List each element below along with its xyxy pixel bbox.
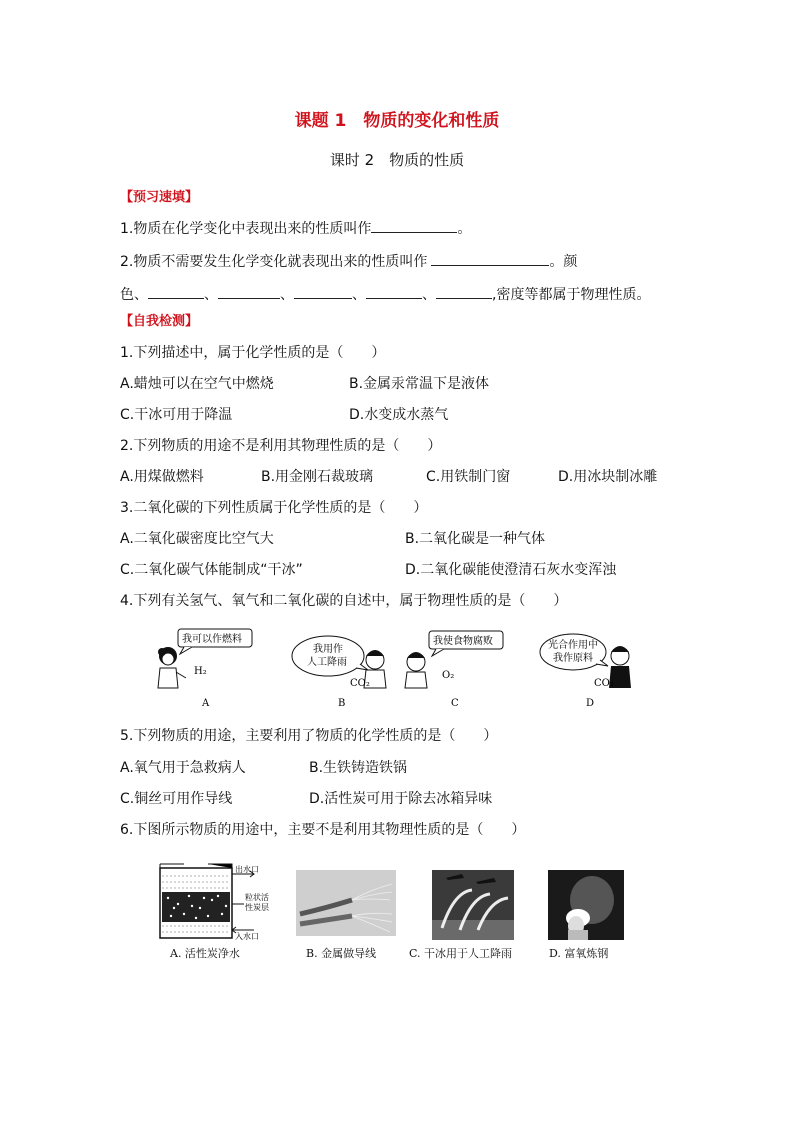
- figure-caption-c: C. 干冰用于人工降雨: [409, 947, 513, 960]
- question-5-option-c: C.铜丝可用作导线: [120, 791, 233, 807]
- question-3-option-d: D.二氧化碳能使澄清石灰水变浑浊: [405, 562, 617, 578]
- answer-blank: [148, 284, 204, 299]
- separator: 、: [422, 287, 436, 303]
- question-2-option-d: D.用冰块制冰雕: [558, 469, 658, 485]
- panel-d-bubble-line2: 我作原料: [553, 653, 593, 664]
- question-3-option-c: C.二氧化碳气体能制成“干冰”: [120, 562, 303, 578]
- question-3-option-a: A.二氧化碳密度比空气大: [120, 531, 274, 547]
- question-1-option-b: B.金属汞常温下是液体: [349, 376, 490, 392]
- answer-blank: [294, 284, 352, 299]
- question-4-figure: [150, 626, 640, 710]
- panel-c-label: C: [451, 698, 459, 709]
- panel-a-gas-label: H₂: [194, 666, 207, 677]
- question-2-option-c: C.用铁制门窗: [426, 469, 511, 485]
- preview-question-2-line1: [120, 251, 577, 271]
- panel-a-bubble-text: 我可以作燃料: [182, 634, 242, 645]
- preview-q1-text: 1.物质在化学变化中表现出来的性质叫作: [120, 221, 372, 237]
- metal-wire-photo: [296, 870, 396, 936]
- page-title: 课题 1 物质的变化和性质: [294, 111, 500, 131]
- preview-q1-end: 。: [457, 221, 472, 237]
- preview-q2-text: 2.物质不需要发生化学变化就表现出来的性质叫作: [120, 254, 428, 270]
- question-6-stem: 6.下图所示物质的用途中，主要不是利用其物理性质的是（ ）: [120, 822, 526, 838]
- question-2-stem: 2.下列物质的用途不是利用其物理性质的是（ ）: [120, 438, 442, 454]
- question-5-stem: 5.下列物质的用途，主要利用了物质的化学性质的是（ ）: [120, 728, 498, 744]
- question-3-stem: 3.二氧化碳的下列性质属于化学性质的是（ ）: [120, 500, 428, 516]
- question-5-option-a: A.氧气用于急救病人: [120, 760, 246, 776]
- page-subtitle: 课时 2 物质的性质: [329, 151, 465, 169]
- question-5-option-b: B.生铁铸造铁锅: [309, 760, 408, 776]
- panel-d-bubble-line1: 光合作用中: [548, 640, 598, 651]
- question-5-option-d: D.活性炭可用于除去冰箱异味: [309, 791, 493, 807]
- artificial-rain-photo: [432, 870, 514, 940]
- panel-c-gas-label: O₂: [442, 670, 455, 681]
- question-1-stem: 1.下列描述中，属于化学性质的是（ ）: [120, 345, 386, 361]
- panel-d-label: D: [586, 698, 595, 709]
- preview-question-1: [120, 218, 471, 238]
- question-1-option-d: D.水变成水蒸气: [349, 407, 449, 423]
- question-3-option-b: B.二氧化碳是一种气体: [405, 531, 546, 547]
- panel-b-bubble-line2: 人工降雨: [307, 657, 347, 668]
- panel-a-label: A: [202, 698, 210, 709]
- section-header-self-check: 【自我检测】: [120, 314, 199, 329]
- panel-d-gas-label: CO₂: [594, 678, 614, 689]
- outlet-label: 出水口: [235, 865, 259, 874]
- question-4-stem: 4.下列有关氢气、氧气和二氧化碳的自述中，属于物理性质的是（ ）: [120, 593, 568, 609]
- question-1-option-a: A.蜡烛可以在空气中燃烧: [120, 376, 274, 392]
- question-1-option-c: C.干冰可用于降温: [120, 407, 233, 423]
- separator: 、: [352, 287, 366, 303]
- carbon-layer-label-line2: 性炭层: [245, 903, 269, 912]
- answer-blank: [371, 218, 457, 233]
- figure-caption-a: A. 活性炭净水: [170, 947, 240, 960]
- answer-blank: [366, 284, 422, 299]
- panel-b-label: B: [338, 698, 346, 709]
- answer-blank: [218, 284, 280, 299]
- panel-b-speech-bubble: [292, 636, 368, 676]
- answer-blank: [436, 284, 492, 299]
- answer-blank: [431, 251, 549, 266]
- separator: 、: [204, 287, 218, 303]
- panel-b-bubble-line1: 我用作: [313, 644, 343, 655]
- carbon-filter-diagram: [156, 856, 276, 942]
- separator: 、: [280, 287, 294, 303]
- question-2-option-b: B.用金刚石裁玻璃: [261, 469, 374, 485]
- preview-question-2-line2: [120, 284, 650, 304]
- preview-q2-line2-start: 色、: [120, 287, 148, 303]
- panel-c-boy-illustration: [405, 652, 427, 688]
- preview-q2-line2-end: ,密度等都属于物理性质。: [492, 287, 651, 303]
- preview-q2-line1-end: 。颜: [549, 254, 578, 270]
- carbon-layer-label-line1: 粒状活: [245, 893, 269, 902]
- inlet-label: 入水口: [235, 932, 259, 941]
- panel-c-bubble-text: 我使食物腐败: [433, 636, 493, 647]
- figure-caption-d: D. 富氧炼钢: [549, 947, 609, 960]
- steelmaking-photo: [548, 870, 624, 940]
- question-2-option-a: A.用煤做燃料: [120, 469, 204, 485]
- figure-caption-b: B. 金属做导线: [306, 947, 377, 960]
- panel-b-gas-label: CO₂: [350, 678, 370, 689]
- section-header-preview: 【预习速填】: [120, 190, 199, 205]
